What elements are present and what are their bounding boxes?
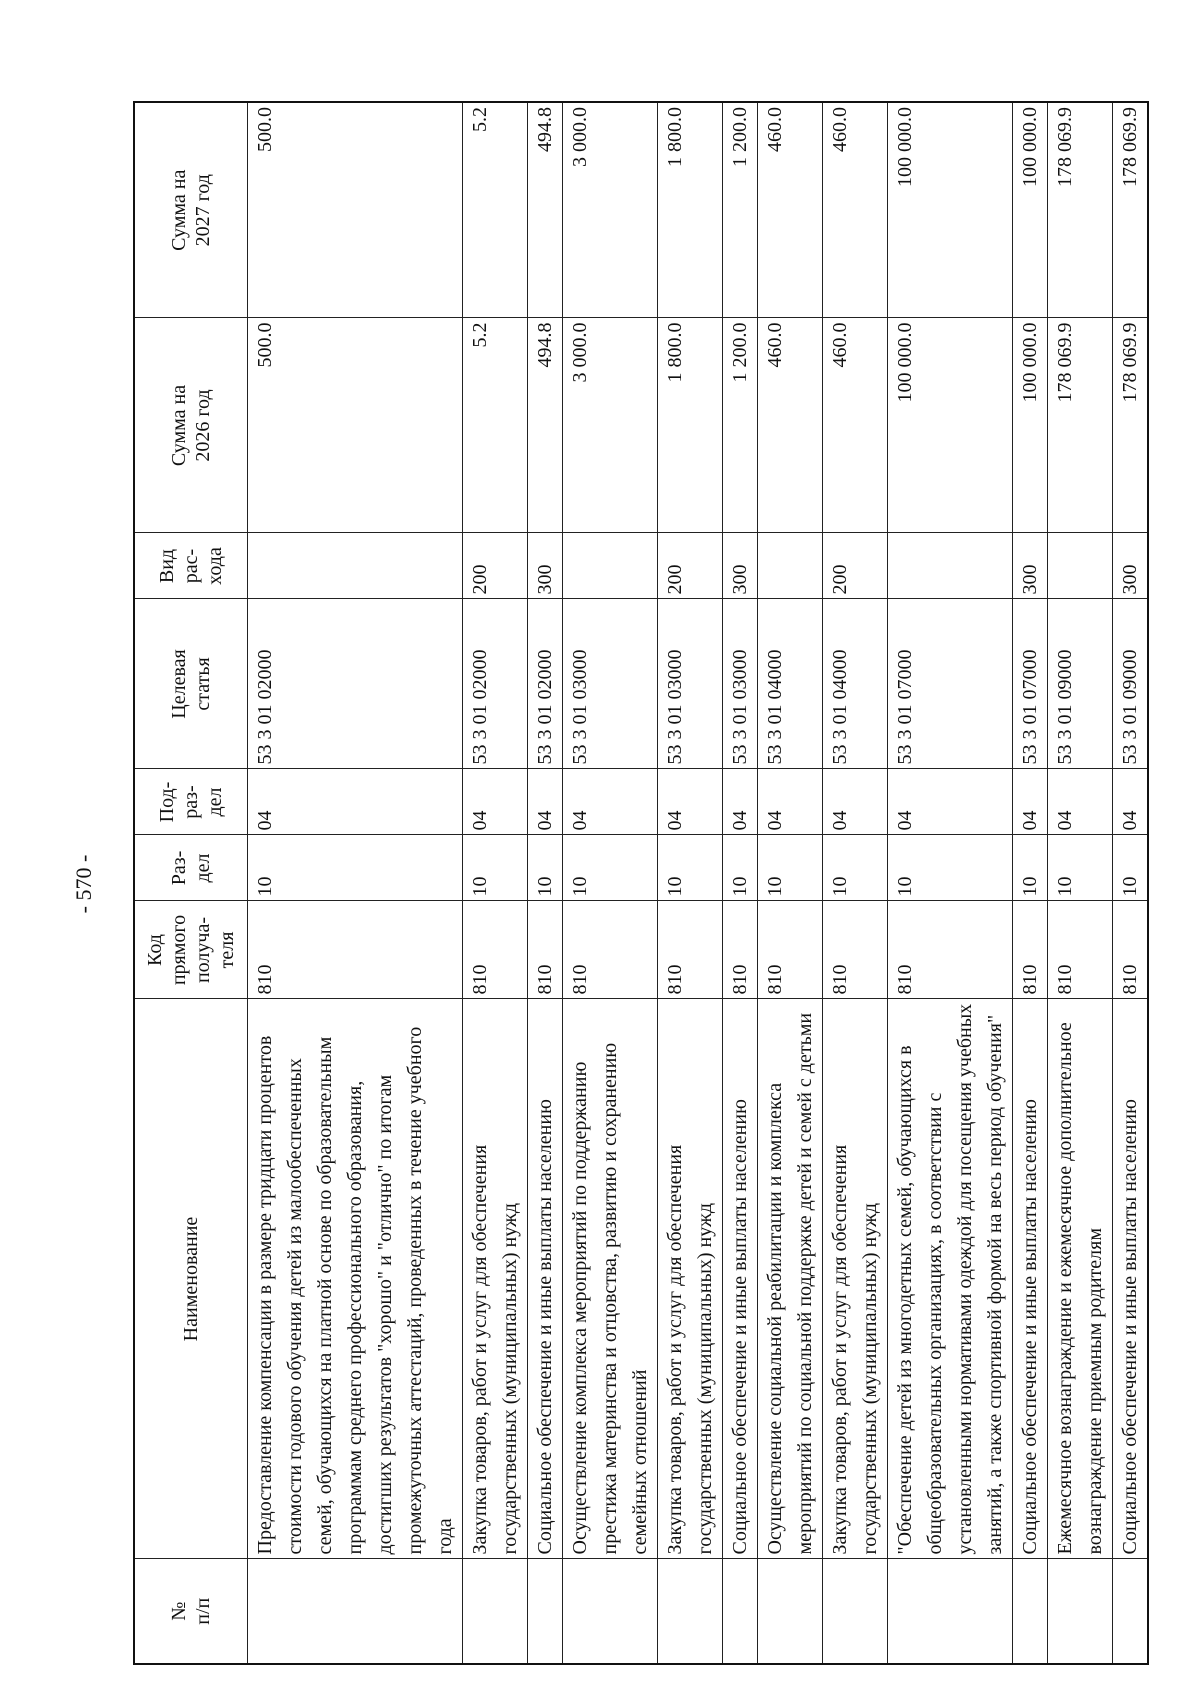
row-name: Ежемесячное вознаграждение и ежемесячное дополнительное вознаграждение приемным родителям: [1048, 999, 1113, 1559]
table-row: [658, 102, 723, 1664]
row-expense-type: [888, 533, 1013, 599]
row-target-article: 53 3 01 02000: [463, 599, 528, 769]
table-row: [1113, 102, 1149, 1664]
row-number: [658, 1559, 723, 1664]
row-section: 10: [1113, 835, 1149, 901]
row-expense-type: 200: [463, 533, 528, 599]
row-number: [888, 1559, 1013, 1664]
row-sum-2026: 178 069.9: [1113, 318, 1149, 533]
row-subsection: 04: [528, 769, 563, 835]
row-name: Закупка товаров, работ и услуг для обеспечения государственных (муниципальных) нужд: [823, 999, 888, 1559]
row-expense-type: [248, 533, 463, 599]
row-recipient-code: 810: [1013, 901, 1048, 999]
row-target-article: 53 3 01 02000: [528, 599, 563, 769]
row-section: 10: [888, 835, 1013, 901]
row-expense-type: [758, 533, 823, 599]
rotated-page: [71, 103, 1141, 1665]
row-sum-2026: 1 200.0: [723, 318, 758, 533]
page-number: - 570 -: [71, 854, 96, 914]
table-row: [723, 102, 758, 1664]
row-section: 10: [1013, 835, 1048, 901]
header-sum-2026: Сумма на 2026 год: [134, 318, 248, 533]
row-recipient-code: 810: [248, 901, 463, 999]
row-sum-2027: 1 800.0: [658, 102, 723, 318]
header-name: Наименование: [134, 999, 248, 1559]
row-name: Осуществление комплекса мероприятий по поддержанию престижа материнства и отцовства, развитию и сохранению семейных отношений: [563, 999, 658, 1559]
row-section: 10: [758, 835, 823, 901]
row-target-article: 53 3 01 09000: [1113, 599, 1149, 769]
row-sum-2027: 460.0: [758, 102, 823, 318]
row-name: Социальное обеспечение и иные выплаты населению: [1013, 999, 1048, 1559]
row-sum-2026: 1 800.0: [658, 318, 723, 533]
row-number: [563, 1559, 658, 1664]
row-name: Социальное обеспечение и иные выплаты населению: [1113, 999, 1149, 1559]
table-row: [823, 102, 888, 1664]
table-header-row: [134, 102, 248, 1664]
row-sum-2027: 1 200.0: [723, 102, 758, 318]
header-section: Раз- дел: [134, 835, 248, 901]
row-name: Закупка товаров, работ и услуг для обеспечения государственных (муниципальных) нужд: [658, 999, 723, 1559]
row-name: "Обеспечение детей из многодетных семей, обучающихся в общеобразовательных организациях, в соответствии с установленными нормативами одеждой для посещения учебных занятий, а также спортивной формой на весь период обучения": [888, 999, 1013, 1559]
row-expense-type: 300: [528, 533, 563, 599]
table-row: [1013, 102, 1048, 1664]
row-recipient-code: 810: [1113, 901, 1149, 999]
row-sum-2027: 3 000.0: [563, 102, 658, 318]
table-row: [463, 102, 528, 1664]
row-expense-type: 300: [1013, 533, 1048, 599]
row-sum-2026: 3 000.0: [563, 318, 658, 533]
row-subsection: 04: [463, 769, 528, 835]
row-section: 10: [723, 835, 758, 901]
row-number: [758, 1559, 823, 1664]
row-sum-2026: 500.0: [248, 318, 463, 533]
table-row: [888, 102, 1013, 1664]
row-expense-type: [1048, 533, 1113, 599]
header-expense-type: Вид рас- хода: [134, 533, 248, 599]
row-subsection: 04: [888, 769, 1013, 835]
row-target-article: 53 3 01 07000: [1013, 599, 1048, 769]
row-sum-2027: 100 000.0: [888, 102, 1013, 318]
row-target-article: 53 3 01 07000: [888, 599, 1013, 769]
row-recipient-code: 810: [563, 901, 658, 999]
row-name: Предоставление компенсации в размере тридцати процентов стоимости годового обучения детей из малообеспеченных семей, обучающихся на платной основе по образовательным программам среднего профессионального образования, достигших результатов "хорошо" и "отлично" по итогам промежуточных аттестаций, проведенных в течение учебного года: [248, 999, 463, 1559]
row-sum-2027: 178 069.9: [1113, 102, 1149, 318]
row-recipient-code: 810: [758, 901, 823, 999]
row-target-article: 53 3 01 04000: [758, 599, 823, 769]
row-expense-type: 300: [1113, 533, 1149, 599]
row-subsection: 04: [248, 769, 463, 835]
row-subsection: 04: [758, 769, 823, 835]
row-sum-2026: 5.2: [463, 318, 528, 533]
row-subsection: 04: [658, 769, 723, 835]
row-name: Осуществление социальной реабилитации и комплекса мероприятий по социальной поддержке детей и семей с детьми: [758, 999, 823, 1559]
row-expense-type: [563, 533, 658, 599]
row-recipient-code: 810: [528, 901, 563, 999]
row-sum-2026: 100 000.0: [888, 318, 1013, 533]
row-expense-type: 200: [658, 533, 723, 599]
row-subsection: 04: [1113, 769, 1149, 835]
row-recipient-code: 810: [888, 901, 1013, 999]
row-sum-2026: 494.8: [528, 318, 563, 533]
row-name: Социальное обеспечение и иные выплаты населению: [723, 999, 758, 1559]
row-section: 10: [528, 835, 563, 901]
row-sum-2027: 460.0: [823, 102, 888, 318]
row-sum-2027: 494.8: [528, 102, 563, 318]
budget-table: [133, 101, 1149, 1665]
row-section: 10: [658, 835, 723, 901]
row-sum-2027: 500.0: [248, 102, 463, 318]
row-recipient-code: 810: [723, 901, 758, 999]
row-subsection: 04: [723, 769, 758, 835]
row-number: [1013, 1559, 1048, 1664]
row-target-article: 53 3 01 04000: [823, 599, 888, 769]
header-sum-2027: Сумма на 2027 год: [134, 102, 248, 318]
row-recipient-code: 810: [658, 901, 723, 999]
row-number: [1113, 1559, 1149, 1664]
row-target-article: 53 3 01 02000: [248, 599, 463, 769]
row-sum-2027: 5.2: [463, 102, 528, 318]
row-sum-2026: 178 069.9: [1048, 318, 1113, 533]
header-subsection: Под- раз- дел: [134, 769, 248, 835]
row-sum-2027: 100 000.0: [1013, 102, 1048, 318]
row-section: 10: [463, 835, 528, 901]
row-name: Закупка товаров, работ и услуг для обеспечения государственных (муниципальных) нужд: [463, 999, 528, 1559]
row-number: [823, 1559, 888, 1664]
row-name: Социальное обеспечение и иные выплаты населению: [528, 999, 563, 1559]
row-sum-2026: 460.0: [823, 318, 888, 533]
table-row: [758, 102, 823, 1664]
row-subsection: 04: [1048, 769, 1113, 835]
row-section: 10: [823, 835, 888, 901]
table-row: [248, 102, 463, 1664]
header-target-article: Целевая статья: [134, 599, 248, 769]
row-target-article: 53 3 01 03000: [658, 599, 723, 769]
row-recipient-code: 810: [463, 901, 528, 999]
row-section: 10: [1048, 835, 1113, 901]
row-sum-2026: 100 000.0: [1013, 318, 1048, 533]
row-section: 10: [248, 835, 463, 901]
row-subsection: 04: [1013, 769, 1048, 835]
header-number: № п/п: [134, 1559, 248, 1664]
row-expense-type: 200: [823, 533, 888, 599]
row-target-article: 53 3 01 03000: [563, 599, 658, 769]
row-number: [528, 1559, 563, 1664]
row-section: 10: [563, 835, 658, 901]
row-recipient-code: 810: [823, 901, 888, 999]
row-target-article: 53 3 01 03000: [723, 599, 758, 769]
row-sum-2027: 178 069.9: [1048, 102, 1113, 318]
row-number: [1048, 1559, 1113, 1664]
table-row: [528, 102, 563, 1664]
row-recipient-code: 810: [1048, 901, 1113, 999]
header-recipient-code: Код прямого получа- теля: [134, 901, 248, 999]
table-row: [563, 102, 658, 1664]
row-sum-2026: 460.0: [758, 318, 823, 533]
row-subsection: 04: [563, 769, 658, 835]
row-expense-type: 300: [723, 533, 758, 599]
row-target-article: 53 3 01 09000: [1048, 599, 1113, 769]
row-number: [248, 1559, 463, 1664]
row-subsection: 04: [823, 769, 888, 835]
row-number: [463, 1559, 528, 1664]
table-row: [1048, 102, 1113, 1664]
row-number: [723, 1559, 758, 1664]
